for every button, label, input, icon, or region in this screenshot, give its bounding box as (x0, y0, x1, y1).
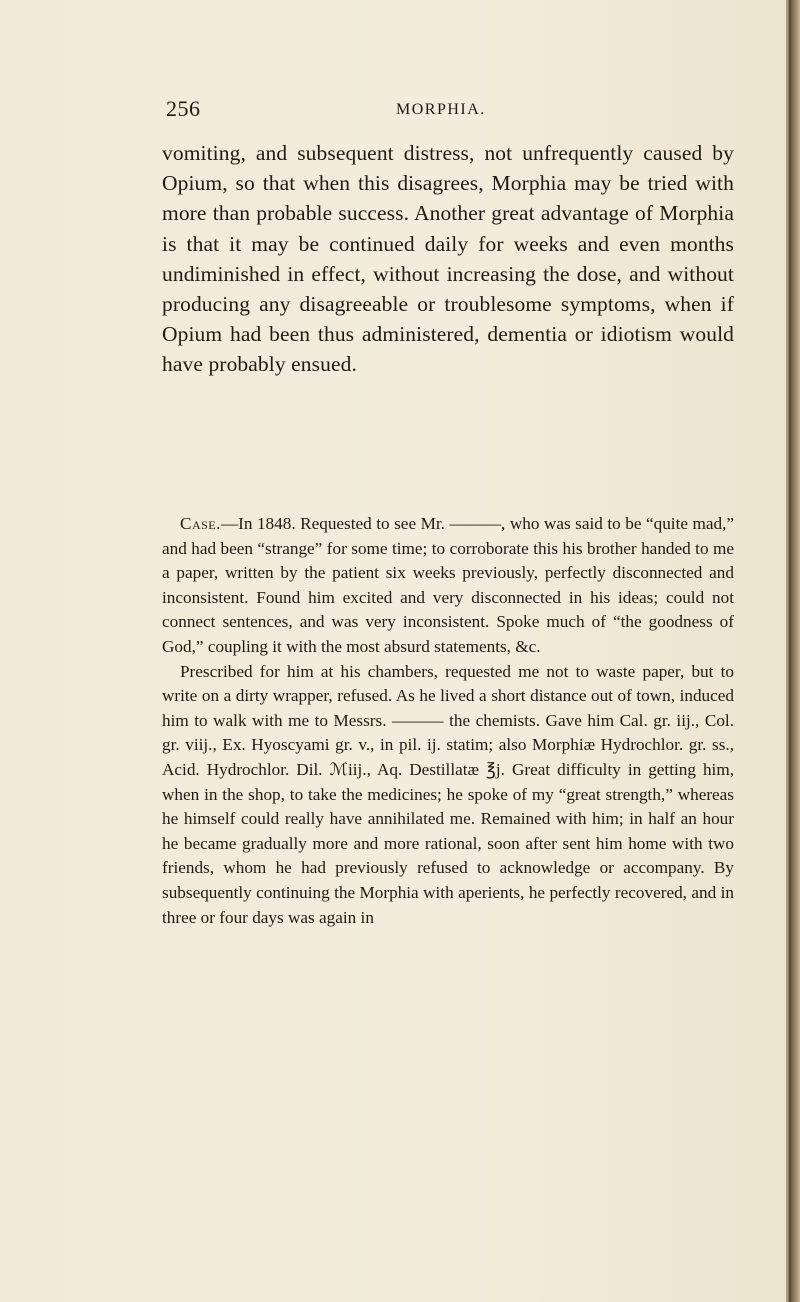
book-page-edge (786, 0, 800, 1302)
page-number: 256 (166, 96, 201, 121)
case-paragraph-2 (162, 660, 734, 931)
case-paragraph-1 (162, 512, 734, 660)
case-report (162, 512, 734, 930)
main-text-block (162, 138, 734, 380)
main-paragraph: vomiting, and subsequent distress, not unfrequently caused by Opium, so that when this disagrees, Morphia may be tried with more than probable success. Another great advantage of Morphia is that it may be continued daily for weeks and even months undiminished in effect, without increasing the dose, and without producing any disagreeable or troublesome symptoms, when if Opium had been thus administered, dementia or idiotism would have probably ensued. (162, 141, 734, 377)
case-paragraph-1-text: —In 1848. Requested to see Mr. ———, who was said to be “quite mad,” and had been “strange” for some time; to corroborate this his brother handed to me a paper, written by the patient six weeks previously, perfectly disconnected and inconsistent. Found him excited and very disconnected in his ideas; could not connect sentences, and was very inconsistent. Spoke much of “the goodness of God,” coupling it with the most absurd statements, &c. (162, 514, 734, 656)
running-head: MORPHIA. (396, 101, 486, 118)
case-label: Case. (180, 514, 221, 533)
case-paragraph-2-text: Prescribed for him at his chambers, requested me not to waste paper, but to write on a dirty wrapper, refused. As he lived a short distance out of town, induced him to walk with me to Messrs. ——— the chemists. Gave him Cal. gr. iij., Col. gr. viij., Ex. Hyoscyami gr. v., in pil. ij. statim; also Morphiæ Hydrochlor. gr. ss., Acid. Hydrochlor. Dil. ℳiij., Aq. Destillatæ ℥j. Great difficulty in getting him, when in the shop, to take the medicines; he spoke of my “great strength,” whereas he himself could really have annihilated me. Remained with him; in half an hour he became gradually more and more rational, soon after sent him home with two friends, whom he had previously refused to acknowledge or accompany. By subsequently continuing the Morphia with aperients, he perfectly recovered, and in three or four days was again in (162, 661, 734, 927)
page-header (166, 96, 726, 126)
